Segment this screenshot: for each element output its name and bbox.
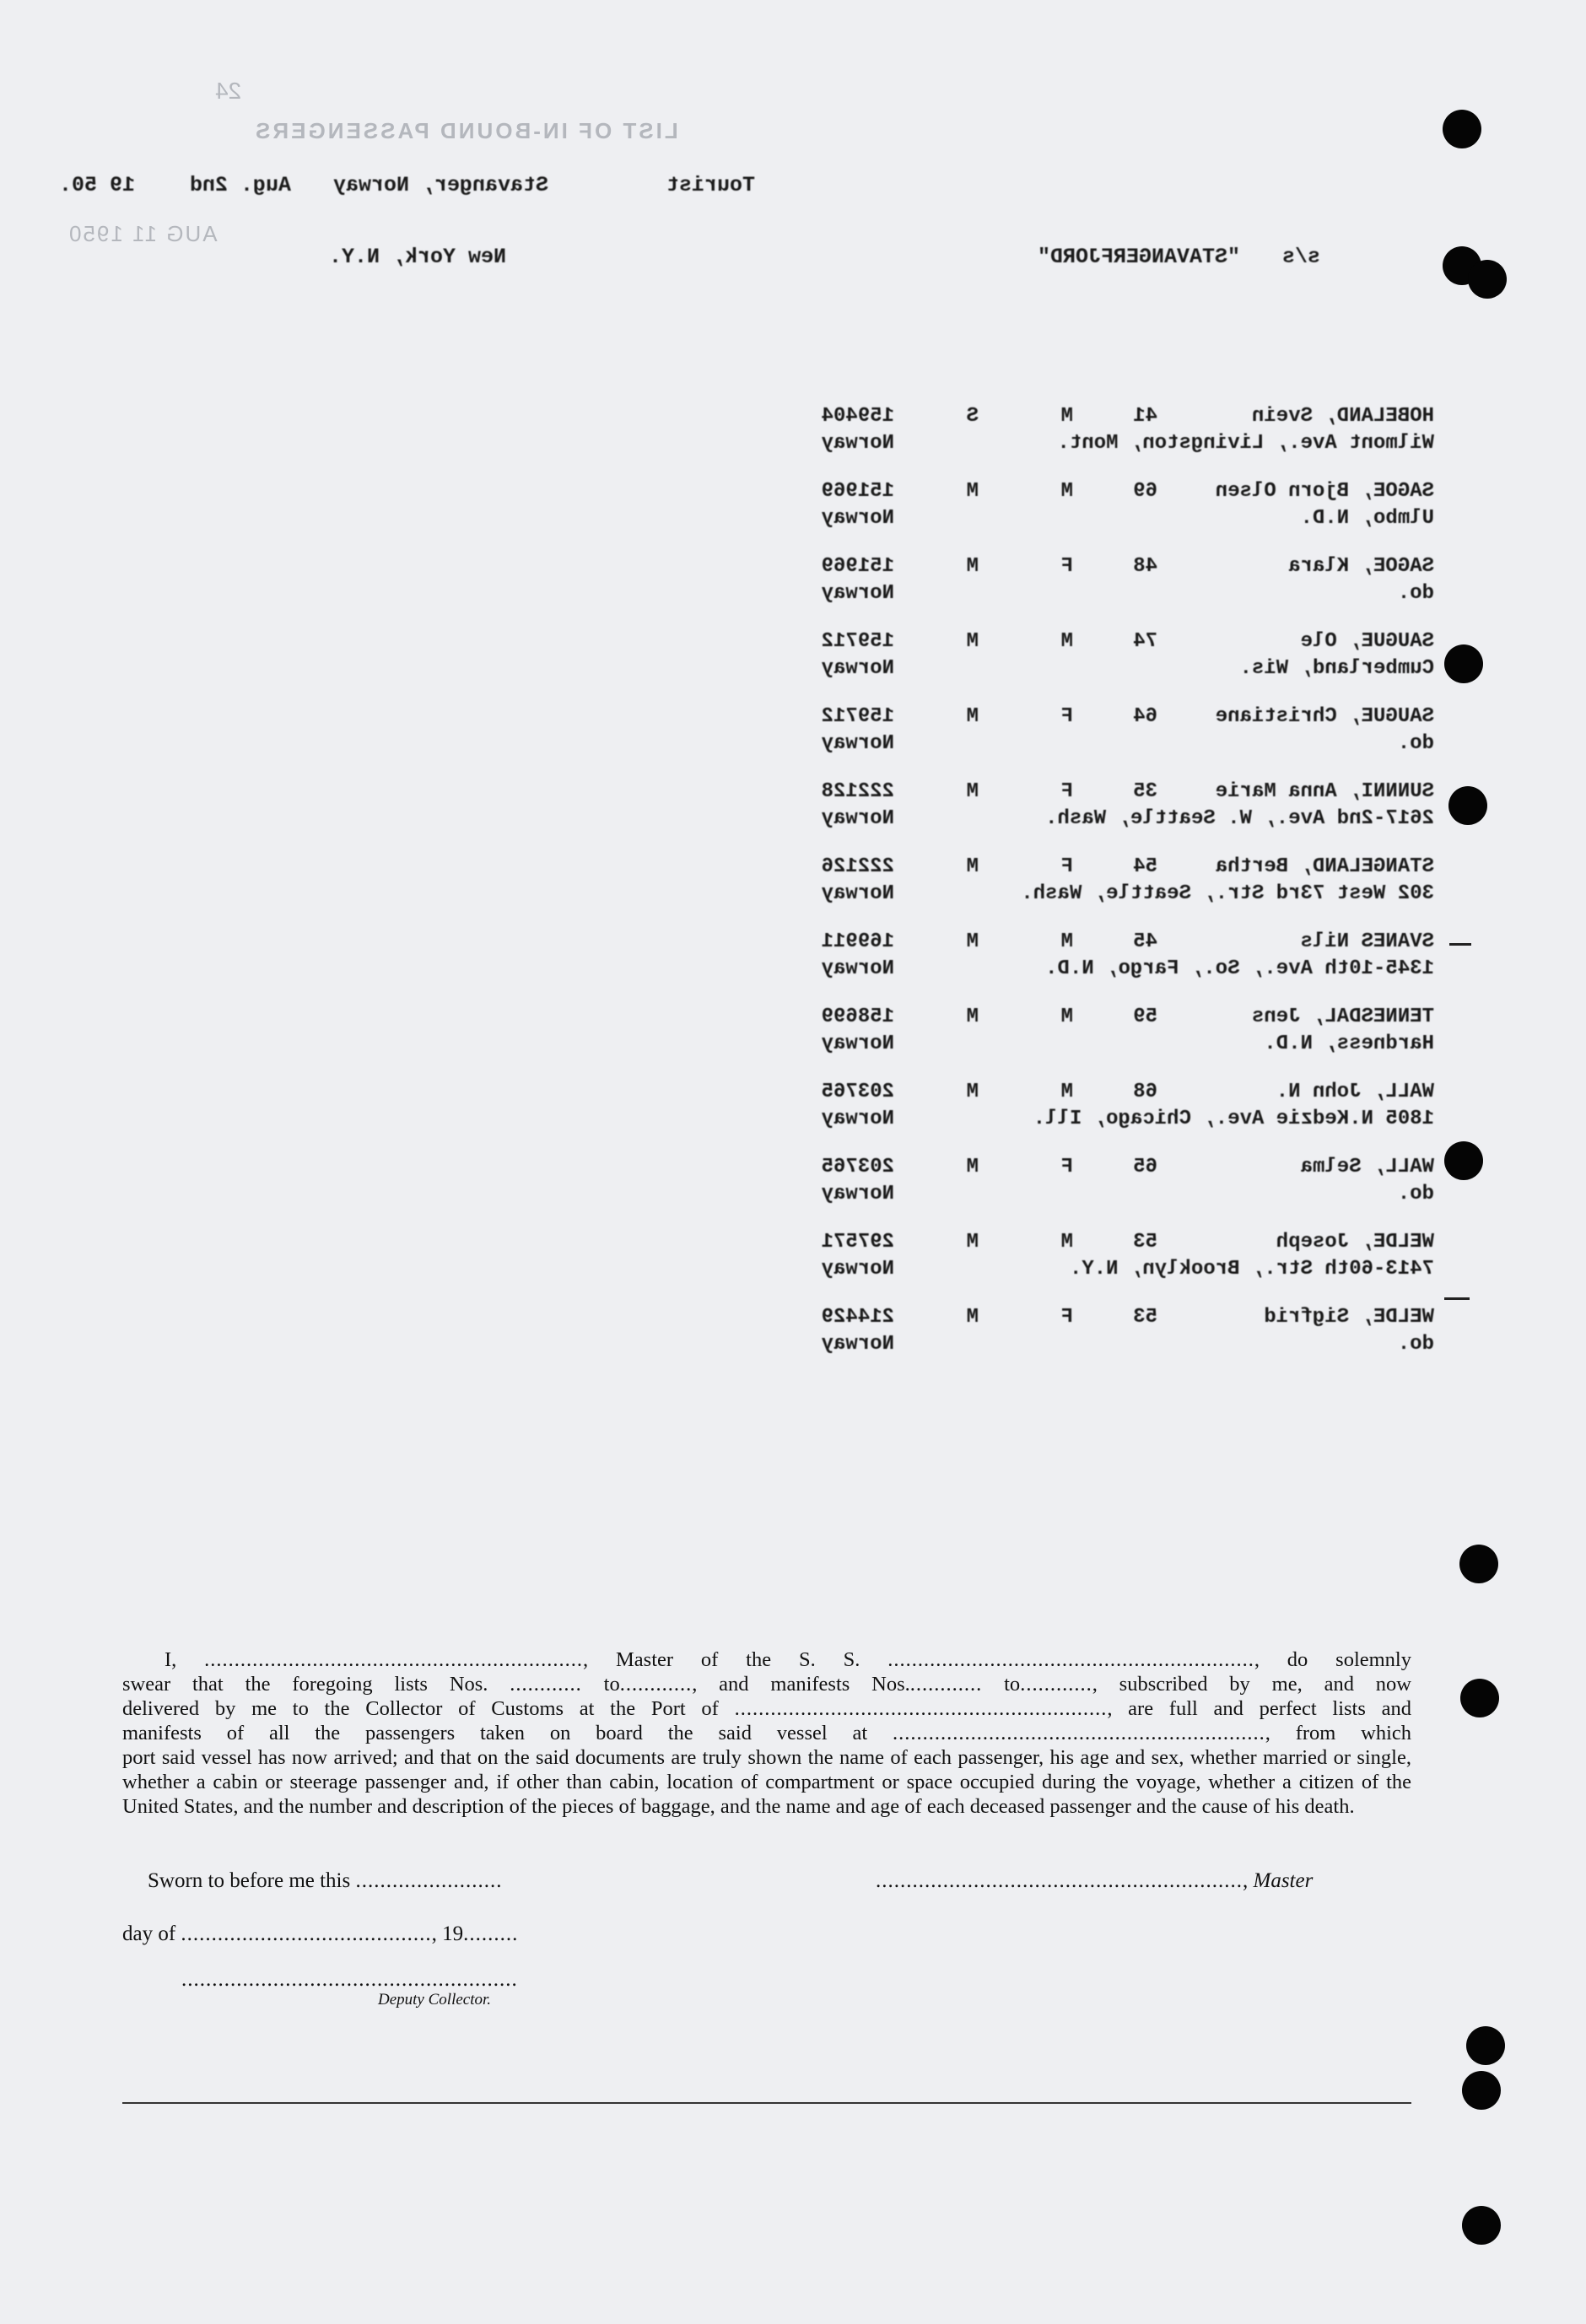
header-arrival-port-text: New York, N.Y. — [329, 245, 507, 269]
binder-hole — [1460, 1679, 1499, 1717]
passenger-name: SAUGUE, Christiane — [1215, 705, 1434, 728]
binder-hole — [1444, 644, 1483, 683]
binder-hole — [1466, 2026, 1505, 2065]
passenger-address: 2617-2nd Ave., W. Seattle, Wash. — [1045, 807, 1434, 830]
binder-hole — [1459, 1545, 1498, 1583]
passenger-number: 203765 — [821, 1081, 894, 1103]
passenger-country: Norway — [821, 1258, 894, 1281]
edge-mark — [1444, 1297, 1470, 1300]
oath-text: , from which — [1265, 1722, 1412, 1744]
ship-name-blank: ............................................................. — [887, 1648, 1254, 1671]
sworn-date-blank: ........................ — [355, 1869, 503, 1892]
passenger-number: 159712 — [821, 630, 894, 653]
header-from-port-text: Stavanger, Norway — [333, 173, 549, 197]
binder-hole — [1468, 260, 1507, 299]
passenger-name: WALL, John N. — [1276, 1081, 1434, 1103]
passenger-age: 64 — [1133, 705, 1157, 728]
passenger-row — [658, 1156, 1434, 1223]
passenger-sex: M — [1060, 1081, 1073, 1103]
passenger-row — [658, 1306, 1434, 1373]
passenger-status: M — [966, 1006, 979, 1028]
day-of-blank: ......................................... — [181, 1922, 432, 1945]
bottom-rule — [122, 2102, 1411, 2104]
deputy-collector-line — [181, 1968, 518, 1992]
passenger-age: 54 — [1133, 855, 1157, 878]
passenger-row — [658, 1231, 1434, 1298]
passenger-name: HOBELAND, Svein — [1251, 405, 1434, 428]
header-from-port — [333, 173, 548, 197]
passenger-name: STANGELAND, Bertha — [1215, 855, 1434, 878]
passenger-row — [658, 1006, 1434, 1073]
passenger-country: Norway — [821, 732, 894, 755]
passenger-name: SVANES Nils — [1300, 930, 1434, 953]
passenger-age: 45 — [1133, 930, 1157, 953]
oath-text: to — [603, 1673, 620, 1696]
passenger-age: 41 — [1133, 405, 1157, 428]
header-ship-prefix-text: s/s — [1282, 245, 1321, 269]
list-to-blank: ............ — [619, 1673, 693, 1696]
passenger-sex: F — [1060, 555, 1073, 578]
passenger-age: 59 — [1133, 1006, 1157, 1028]
passenger-name: WALL, Selma — [1300, 1156, 1434, 1178]
header-year: 19 50. — [59, 173, 136, 197]
header-class-text: Tourist — [666, 173, 756, 197]
oath-text: manifests of all the passengers taken on board the said vessel at — [122, 1722, 868, 1744]
year-blank: ......... — [463, 1922, 519, 1945]
passenger-sex: M — [1060, 630, 1073, 653]
passenger-row — [658, 855, 1434, 923]
passenger-name: SAGOE, Klara — [1288, 555, 1434, 578]
binder-hole — [1444, 1141, 1483, 1180]
passenger-address: 1345-10th Ave., So., Fargo, N.D. — [1045, 957, 1434, 980]
passenger-number: 297571 — [821, 1231, 894, 1254]
passenger-age: 68 — [1133, 1081, 1157, 1103]
oath-text: , subscribed by me, and now — [1092, 1673, 1411, 1696]
passenger-name: WELDE, Joseph — [1276, 1231, 1434, 1254]
passenger-number: 203765 — [821, 1156, 894, 1178]
passenger-country: Norway — [821, 1033, 894, 1055]
passenger-status: M — [966, 855, 979, 878]
port-blank: .............................................................. — [734, 1697, 1108, 1720]
passenger-age: 74 — [1133, 630, 1157, 653]
passenger-status: M — [966, 1156, 979, 1178]
passenger-age: 69 — [1133, 480, 1157, 503]
passenger-number: 151969 — [821, 555, 894, 578]
oath-text: I, — [165, 1648, 177, 1671]
passenger-country: Norway — [821, 957, 894, 980]
passenger-name: TENNESDAL, Jens — [1251, 1006, 1434, 1028]
binder-hole — [1443, 110, 1481, 148]
deputy-collector-label: Deputy Collector. — [378, 1991, 492, 2009]
passenger-country: Norway — [821, 1108, 894, 1130]
passenger-row — [658, 705, 1434, 773]
passenger-number: 159404 — [821, 405, 894, 428]
edge-mark — [1449, 943, 1471, 946]
passenger-status: M — [966, 780, 979, 803]
passenger-row — [658, 930, 1434, 998]
header-date — [190, 173, 291, 197]
header-class — [666, 173, 755, 197]
passenger-sex: F — [1060, 1156, 1073, 1178]
passenger-country: Norway — [821, 507, 894, 530]
binder-hole — [1448, 786, 1487, 825]
passenger-address: 7413-60th Str., Brooklyn, N.Y. — [1069, 1258, 1434, 1281]
oath-text: , are full and perfect lists and — [1107, 1697, 1411, 1720]
passenger-sex: M — [1060, 480, 1073, 503]
sworn-label: Sworn to before me this — [148, 1869, 351, 1892]
passenger-address: 1805 N.Kedzie Ave., Chicago, Ill. — [1033, 1108, 1434, 1130]
passenger-status: M — [966, 555, 979, 578]
passenger-status: M — [966, 630, 979, 653]
faint-page-number-text: 24 — [215, 78, 242, 104]
passenger-status: M — [966, 1306, 979, 1329]
passenger-row — [658, 480, 1434, 547]
passenger-country: Norway — [821, 582, 894, 605]
master-signature-line: ............................................................, Master — [876, 1869, 1314, 1892]
header-arrival-port — [329, 245, 506, 269]
passenger-address: Ulmbo, N.D. — [1300, 507, 1434, 530]
deputy-signature-blank: ....................................................... — [181, 1968, 518, 1991]
passenger-row — [658, 780, 1434, 848]
passenger-row — [658, 555, 1434, 623]
passenger-sex: F — [1060, 1306, 1073, 1329]
passenger-number: 159712 — [821, 705, 894, 728]
passenger-row — [658, 1081, 1434, 1148]
passenger-address: do. — [1397, 732, 1434, 755]
passenger-row — [658, 405, 1434, 472]
passenger-name: WELDE, Sigfrid — [1264, 1306, 1434, 1329]
passenger-age: 35 — [1133, 780, 1157, 803]
passenger-address: Wilmont Ave., Livingston, Mont. — [1057, 432, 1434, 455]
manifest-to-blank: ............ — [1020, 1673, 1092, 1696]
passenger-country: Norway — [821, 882, 894, 905]
passenger-sex: M — [1060, 930, 1073, 953]
passenger-row — [658, 630, 1434, 698]
oath-text: delivered by me to the Collector of Customs at the Port of — [122, 1697, 719, 1720]
oath-text: , Master of the S. S. — [583, 1648, 860, 1671]
passenger-address: do. — [1397, 1183, 1434, 1205]
passenger-number: 222128 — [821, 780, 894, 803]
passenger-sex: F — [1060, 705, 1073, 728]
passenger-number: 151969 — [821, 480, 894, 503]
passenger-address: Hardness, N.D. — [1264, 1033, 1434, 1055]
oath-text: , and manifests Nos. — [692, 1673, 910, 1696]
passenger-sex: F — [1060, 780, 1073, 803]
oath-line-3 — [122, 1696, 1411, 1721]
header-ship-name-text: "STAVANGERFJORD" — [1038, 245, 1241, 269]
passenger-sex: M — [1060, 405, 1073, 428]
header-ship-name — [1038, 245, 1240, 269]
passenger-number: 169911 — [821, 930, 894, 953]
passenger-age: 48 — [1133, 555, 1157, 578]
faint-date-stamp — [67, 221, 218, 247]
passenger-status: M — [966, 930, 979, 953]
master-name-blank: ............................................................... — [204, 1648, 584, 1671]
passenger-address: do. — [1397, 1333, 1434, 1356]
faint-list-title — [253, 118, 678, 144]
day-of-line — [122, 1922, 518, 1946]
passenger-number: 222126 — [821, 855, 894, 878]
oath-text: , do solemnly — [1254, 1648, 1411, 1671]
passenger-country: Norway — [821, 432, 894, 455]
binder-hole — [1462, 2206, 1501, 2245]
binder-hole — [1462, 2071, 1501, 2110]
oath-line-4 — [122, 1721, 1411, 1745]
header-line-1 — [59, 173, 135, 197]
faint-page-number — [215, 78, 241, 105]
passenger-country: Norway — [821, 807, 894, 830]
faint-date-stamp-text: AUG 11 1950 — [67, 221, 218, 246]
list-from-blank: ............ — [510, 1673, 582, 1696]
passenger-status: M — [966, 1081, 979, 1103]
passenger-age: 53 — [1133, 1306, 1157, 1329]
faint-list-title-text: LIST OF IN-BOUND PASSENGERS — [253, 118, 678, 143]
passenger-address: do. — [1397, 582, 1434, 605]
passenger-age: 53 — [1133, 1231, 1157, 1254]
passenger-sex: M — [1060, 1231, 1073, 1254]
passenger-age: 65 — [1133, 1156, 1157, 1178]
oath-line-1 — [122, 1647, 1411, 1672]
oath-text: to — [1004, 1673, 1021, 1696]
oath-text: swear that the foregoing lists Nos. — [122, 1673, 488, 1696]
passenger-country: Norway — [821, 657, 894, 680]
passenger-address: 302 West 73rd Str., Seattle, Wash. — [1021, 882, 1434, 905]
passenger-status: M — [966, 1231, 979, 1254]
master-signature-blank: ............................................................ — [876, 1869, 1243, 1892]
passenger-address: Cumberland, Wis. — [1239, 657, 1434, 680]
passenger-country: Norway — [821, 1333, 894, 1356]
oath-line-2 — [122, 1672, 1411, 1696]
passenger-status: M — [966, 480, 979, 503]
passenger-name: SAGOE, Bjorn Olsen — [1215, 480, 1434, 503]
header-ship-prefix — [1282, 245, 1320, 269]
sworn-line — [148, 1869, 502, 1893]
master-label: Master — [1253, 1869, 1314, 1892]
oath-paragraph — [122, 1647, 1411, 1819]
passenger-number: 214429 — [821, 1306, 894, 1329]
day-of-label: day of — [122, 1922, 176, 1945]
passenger-sex: M — [1060, 1006, 1073, 1028]
year-label: , 19 — [431, 1922, 464, 1945]
passenger-status: M — [966, 705, 979, 728]
embark-port-blank: .............................................................. — [893, 1722, 1265, 1744]
passenger-sex: F — [1060, 855, 1073, 878]
passenger-name: SUNNNI, Anna Marie — [1215, 780, 1434, 803]
passenger-country: Norway — [821, 1183, 894, 1205]
passenger-name: SAUGUE, Ole — [1300, 630, 1434, 653]
passenger-status: S — [966, 405, 979, 428]
oath-body: port said vessel has now arrived; and that on the said documents are truly shown the name of each passenger, his age and sex, whether married or single, whether a cabin or steerage passenger and, if other than cabin, location of compartment or space occupied during the voyage, whether a citizen of the United States, and the number and description of the pieces of baggage, and the name and age of each deceased passenger and the cause of his death. — [122, 1746, 1411, 1818]
manifest-from-blank: ............ — [909, 1673, 983, 1696]
passenger-number: 158699 — [821, 1006, 894, 1028]
header-date-text: Aug. 2nd — [190, 173, 292, 197]
